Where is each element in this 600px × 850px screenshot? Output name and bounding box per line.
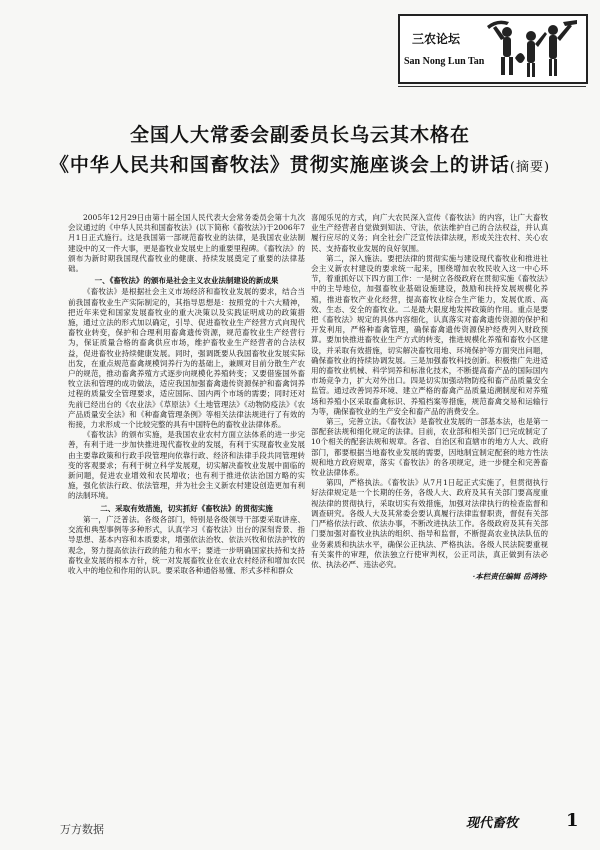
- article-title-suffix: (摘要): [509, 160, 551, 175]
- paragraph: 第三，完善立法。《畜牧法》是畜牧业发展的一部基本法，也是第一部配套法规和细化规定的法律。目前，农业部和相关部门已完成制定了10个相关的配套法规和规章。各省、自治区和直辖市的地方人大、政府部门，都要根据当地畜牧业发展的需要，因地制宜制定配套的地方性法规和地方政府规章，落实《畜牧法》的各项规定，进一步健全和完善畜牧业法律体系。: [311, 417, 548, 478]
- paragraph: 第四，严格执法。《畜牧法》从7月1日起正式实施了，但贯彻执行好法律规定是一个长期的任务，各级人大、政府及其有关部门要高度重视法律的贯彻执行，采取切实有效措施，加强对法律执行的检查监督和调查研究。各级人大及其常委会要认真履行法律监督职责，督促有关部门严格依法行政、依法办事，不断改进执法工作。各级政府及其有关部门要加强对畜牧业执法的组织、指导和监督，不断提高农业执法队伍的业务素质和执法水平，确保公正执法、严格执法。各级人民法院要重视有关案件的审理，依法独立行使审判权，公正司法，真正做到有法必依、执法必严、违法必究。: [311, 478, 548, 569]
- article-title-main: 《中华人民共和国畜牧法》贯彻实施座谈会上的讲话: [49, 154, 510, 176]
- column-name-cn: 三农论坛: [412, 32, 461, 46]
- paragraph: 2005年12月29日由第十届全国人民代表大会常务委员会第十九次会议通过的《中华人民共和国畜牧法》(以下简称《畜牧法》)于2006年7月1日正式施行。这是我国第一部规范畜牧业的法律，是我国农业法制建设中的又一件大事，更是畜牧业发展史上的重要里程碑。《畜牧法》的颁布为新时期我国现代畜牧业的健康、持续发展奠定了重要的法律基础。: [68, 213, 305, 274]
- editor-credit: ·本栏责任编辑 岳鸿钧·: [472, 572, 548, 582]
- paragraph: 《畜牧法》是根据社会主义市场经济和畜牧业发展的要求，结合当前我国畜牧业生产实际制定的，其指导思想是：按照党的十六大精神，把近年来党和国家发展畜牧业的重大决策以及实践证明成功的政策措施，通过立法的形式加以确定，引导、促进畜牧业生产经营方式向现代畜牧业转变，保护和合理利用畜禽遗传资源，规范畜牧业生产经营行为，保证质量合格的畜禽供应市场，维护畜牧业生产经营者的合法权益，促进畜牧业持续健康发展。同时，强调既要从我国畜牧业发展实际出发，在重点规范畜禽规模饲养行为的基础上，兼顾对目前分散生产农户的规范，推动畜禽养殖方式逐步向规模化养殖转变；又要借鉴国外畜牧立法和管理的成功做法，适应我国加强畜禽遗传资源保护和畜禽饲养过程的质量安全管理要求，适应国际、国内两个市场的需要；同时还对先前已经出台的《农业法》《草原法》《土地管理法》《动物防疫法》《农产品质量安全法》和《种畜禽管理条例》等相关法律法规进行了有效的衔接，力求形成一个比较完整的具有中国特色的畜牧业法律体系。: [68, 287, 305, 430]
- farmers-illustration: [487, 18, 579, 78]
- article-right-column: [311, 213, 548, 582]
- paragraph: 《畜牧法》的颁布实施，是我国农业农村方面立法体系的进一步完善，有利于进一步加快推进现代畜牧业的发展，有利于实现畜牧业发展由主要靠政策和行政手段管理向依靠行政、经济和法律手段共同管理转变的客观要求；有利于树立科学发展观，切实解决畜牧业发展中面临的新问题，促进农业增效和农民增收；也有利于推进依法治国方略的实施，强化依法行政、依法管理，并为社会主义新农村建设创造更加有利的法制环境。: [68, 430, 305, 501]
- header-rule: [398, 86, 586, 87]
- column-name-en: San Nong Lun Tan: [404, 56, 485, 67]
- section-heading: 一、《畜牧法》的颁布是社会主义农业法制建设的新成果: [94, 276, 279, 286]
- watermark: 万方数据: [60, 823, 104, 836]
- paragraph: 第一，广泛普法。各级各部门，特别是各级领导干部要采取讲座、交流和典型事例等多种形式，认真学习《畜牧法》出台的深刻背景、指导思想、基本内容和本质要求，增强依法治牧、依法兴牧和依法护牧的观念，努力提高依法行政的能力和水平；要进一步明确国家扶持和支持畜牧业发展的根本方针，统一对发展畜牧业在农业农村经济和增加农民收入中的地位和作用的认识。要采取各种通俗易懂、形式多样和群众: [68, 514, 305, 575]
- section-heading: 二、采取有效措施，切实抓好《畜牧法》的贯彻实施: [100, 503, 273, 513]
- article-title-line2: [0, 150, 600, 177]
- paragraph: 第二，深入施法。要把法律的贯彻实施与建设现代畜牧业和推进社会主义新农村建设的要求统一起来，围绕增加农牧民收入这一中心环节，着重抓好以下四方面工作：一是树立各级政府在贯彻实施《畜牧法》中的主导地位，加强畜牧业基础设施建设，鼓励和扶持发展规模化养殖，推进畜牧产业化经营，提高畜牧业综合生产能力，发展优质、高效、生态、安全的畜牧业。二是最大限度地发挥政策的作用。重点是要把《畜牧法》规定的具体内容细化，认真落实对畜禽遗传资源的保护和开发利用，严格种畜禽管理，确保畜禽遗传资源保护经费列入财政预算。要加快推进畜牧业生产方式的转变，推进规模化养殖和畜牧小区建设，并采取有效措施，切实解决畜牧用地、环境保护等方面突出问题，确保畜牧业的持续协调发展。三是加强畜牧科技创新。积极推广先进适用的畜牧业机械、科学饲养和标准化技术，不断提高畜产品的国际国内市场竞争力，扩大对外出口。四是切实加强动物防疫和畜产品质量安全监管。通过改善饲养环境、建立严格的畜禽产品质量追溯制度和对养殖场和养殖小区采取畜禽标识、养殖档案等措施，规范畜禽交易和运输行为等，确保畜牧业的生产安全和畜产品的消费安全。: [311, 253, 548, 416]
- article-title-line1: 全国人大常委会副委员长乌云其木格在: [129, 124, 470, 146]
- article-left-column: [68, 213, 305, 576]
- paragraph: 喜闻乐见的方式，向广大农民深入宣传《畜牧法》的内容，让广大畜牧业生产经营者自觉做到知法、守法，依法维护自己的合法权益，并认真履行应尽的义务；向全社会广泛宣传法律法规，形成关注农村、关心农民、支持畜牧业发展的良好氛围。: [311, 213, 548, 253]
- magazine-name: 现代畜牧: [466, 816, 519, 831]
- page-number: 1: [566, 810, 579, 831]
